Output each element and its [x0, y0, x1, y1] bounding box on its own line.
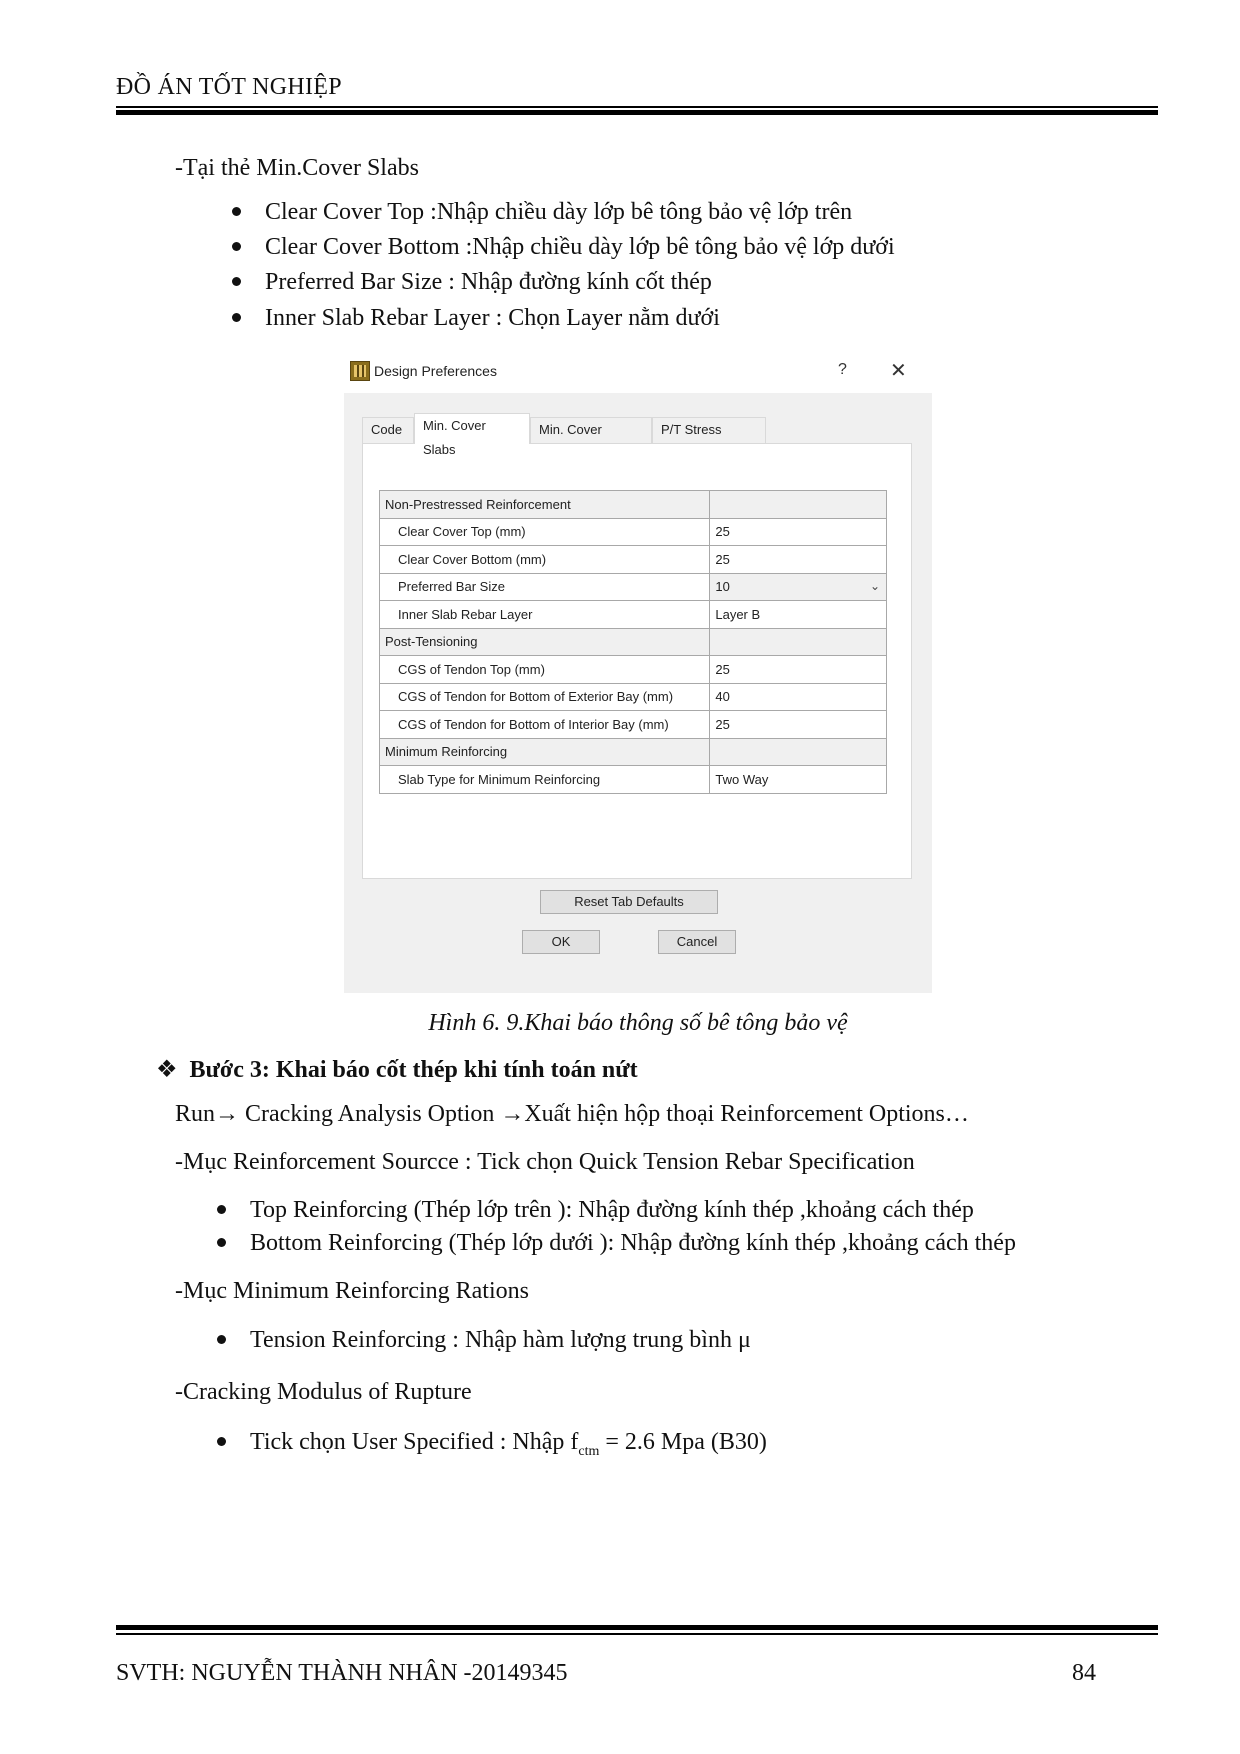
chevron-down-icon[interactable]: ⌄ — [869, 578, 880, 593]
inner-slab-rebar-layer-field[interactable]: Layer B — [710, 601, 887, 629]
bullet-dot — [232, 207, 241, 216]
tab-pt-stress-check[interactable]: P/T Stress — [652, 417, 766, 443]
bullet-dot — [217, 1437, 226, 1446]
grid-label: Clear Cover Top (mm) — [380, 518, 710, 546]
bullet-item: Tick chọn User Specified : Nhập $f_{ctm} = 2.6$ Mpa (B30) — [217, 1429, 767, 1460]
page-header-title: ĐỒ ÁN TỐT NGHIỆP — [116, 74, 342, 100]
grid-section-value — [710, 738, 887, 766]
grid-row — [380, 656, 887, 684]
clear-cover-top-field[interactable]: 25 — [710, 518, 887, 546]
help-icon[interactable]: ? — [838, 361, 847, 378]
grid-section-label: Post-Tensioning — [380, 628, 710, 656]
grid-section-row — [380, 738, 887, 766]
diamond-icon: ❖ — [156, 1057, 178, 1083]
tab-min-cover-slabs[interactable]: Min. Cover Slabs — [414, 413, 530, 444]
grid-row — [380, 546, 887, 574]
footer-author: SVTH: NGUYỄN THÀNH NHÂN -20149345 — [116, 1660, 568, 1686]
cgs-tendon-exterior-field[interactable]: 40 — [710, 683, 887, 711]
grid-section-row — [380, 491, 887, 519]
grid-row — [380, 601, 887, 629]
cgs-tendon-interior-field[interactable]: 25 — [710, 711, 887, 739]
close-icon[interactable]: ✕ — [890, 360, 907, 382]
grid-row — [380, 766, 887, 794]
bullet-item: Top Reinforcing (Thép lớp trên ): Nhập đường kính thép ,khoảng cách thép — [217, 1197, 974, 1224]
preferred-bar-size-select[interactable] — [710, 573, 887, 601]
figure-caption: Hình 6. 9.Khai báo thông số bê tông bảo vệ — [428, 1010, 848, 1036]
footer-rule — [116, 1625, 1158, 1635]
ok-button[interactable]: OK — [522, 930, 600, 954]
bullet-item: Clear Cover Top :Nhập chiều dày lớp bê tông bảo vệ lớp trên — [232, 199, 852, 226]
grid-section-label: Minimum Reinforcing — [380, 738, 710, 766]
grid-section-row — [380, 628, 887, 656]
run-line: Run→ Cracking Analysis Option →Xuất hiện hộp thoại Reinforcement Options… — [175, 1101, 969, 1127]
cgs-tendon-top-field[interactable]: 25 — [710, 656, 887, 684]
dialog-title: Design Preferences — [374, 363, 497, 379]
grid-section-label: Non-Prestressed Reinforcement — [380, 491, 710, 519]
grid-row — [380, 573, 887, 601]
page-number: 84 — [1072, 1660, 1096, 1686]
grid-label: Inner Slab Rebar Layer — [380, 601, 710, 629]
bullet-item: Bottom Reinforcing (Thép lớp dưới ): Nhập đường kính thép ,khoảng cách thép — [217, 1230, 1016, 1257]
grid-label: Slab Type for Minimum Reinforcing — [380, 766, 710, 794]
reset-tab-defaults-button[interactable]: Reset Tab Defaults — [540, 890, 718, 914]
rupture-line: -Cracking Modulus of Rupture — [175, 1379, 472, 1405]
grid-section-value — [710, 628, 887, 656]
bullet-dot — [217, 1205, 226, 1214]
app-icon — [350, 361, 370, 381]
design-preferences-dialog — [344, 355, 932, 993]
tab-code[interactable]: Code — [362, 417, 414, 443]
grid-row — [380, 711, 887, 739]
bullet-dot — [232, 277, 241, 286]
bullet-dot — [232, 313, 241, 322]
grid-label: CGS of Tendon for Bottom of Exterior Bay (mm) — [380, 683, 710, 711]
grid-section-value — [710, 491, 887, 519]
bullet-item: Preferred Bar Size : Nhập đường kính cốt thép — [232, 269, 712, 296]
grid-label: Clear Cover Bottom (mm) — [380, 546, 710, 574]
grid-row — [380, 683, 887, 711]
tab-min-cover-beams[interactable]: Min. Cover — [530, 417, 652, 443]
property-grid — [379, 490, 887, 794]
section-intro: -Tại thẻ Min.Cover Slabs — [175, 155, 419, 181]
grid-label: CGS of Tendon Top (mm) — [380, 656, 710, 684]
bullet-item: Inner Slab Rebar Layer : Chọn Layer nằm dưới — [232, 305, 720, 332]
bullet-item: Tension Reinforcing : Nhập hàm lượng trung bình μ — [217, 1327, 751, 1354]
header-rule — [116, 106, 1158, 115]
bullet-dot — [217, 1238, 226, 1247]
bullet-dot — [217, 1335, 226, 1344]
cancel-button[interactable]: Cancel — [658, 930, 736, 954]
step-heading: ❖ Bước 3: Khai báo cốt thép khi tính toán nứt — [156, 1057, 638, 1083]
select-value: 10 — [715, 579, 730, 595]
source-line: -Mục Reinforcement Sourcce : Tick chọn Quick Tension Rebar Specification — [175, 1149, 915, 1175]
min-reinforcing-line: -Mục Minimum Reinforcing Rations — [175, 1278, 529, 1304]
subscript: ctm — [578, 1443, 600, 1459]
bullet-dot — [232, 242, 241, 251]
grid-row — [380, 518, 887, 546]
dialog-titlebar — [344, 355, 932, 393]
bullet-item: Clear Cover Bottom :Nhập chiều dày lớp bê tông bảo vệ lớp dưới — [232, 234, 895, 261]
grid-label: CGS of Tendon for Bottom of Interior Bay (mm) — [380, 711, 710, 739]
slab-type-field[interactable]: Two Way — [710, 766, 887, 794]
clear-cover-bottom-field[interactable]: 25 — [710, 546, 887, 574]
tab-panel — [362, 443, 912, 879]
grid-label: Preferred Bar Size — [380, 573, 710, 601]
